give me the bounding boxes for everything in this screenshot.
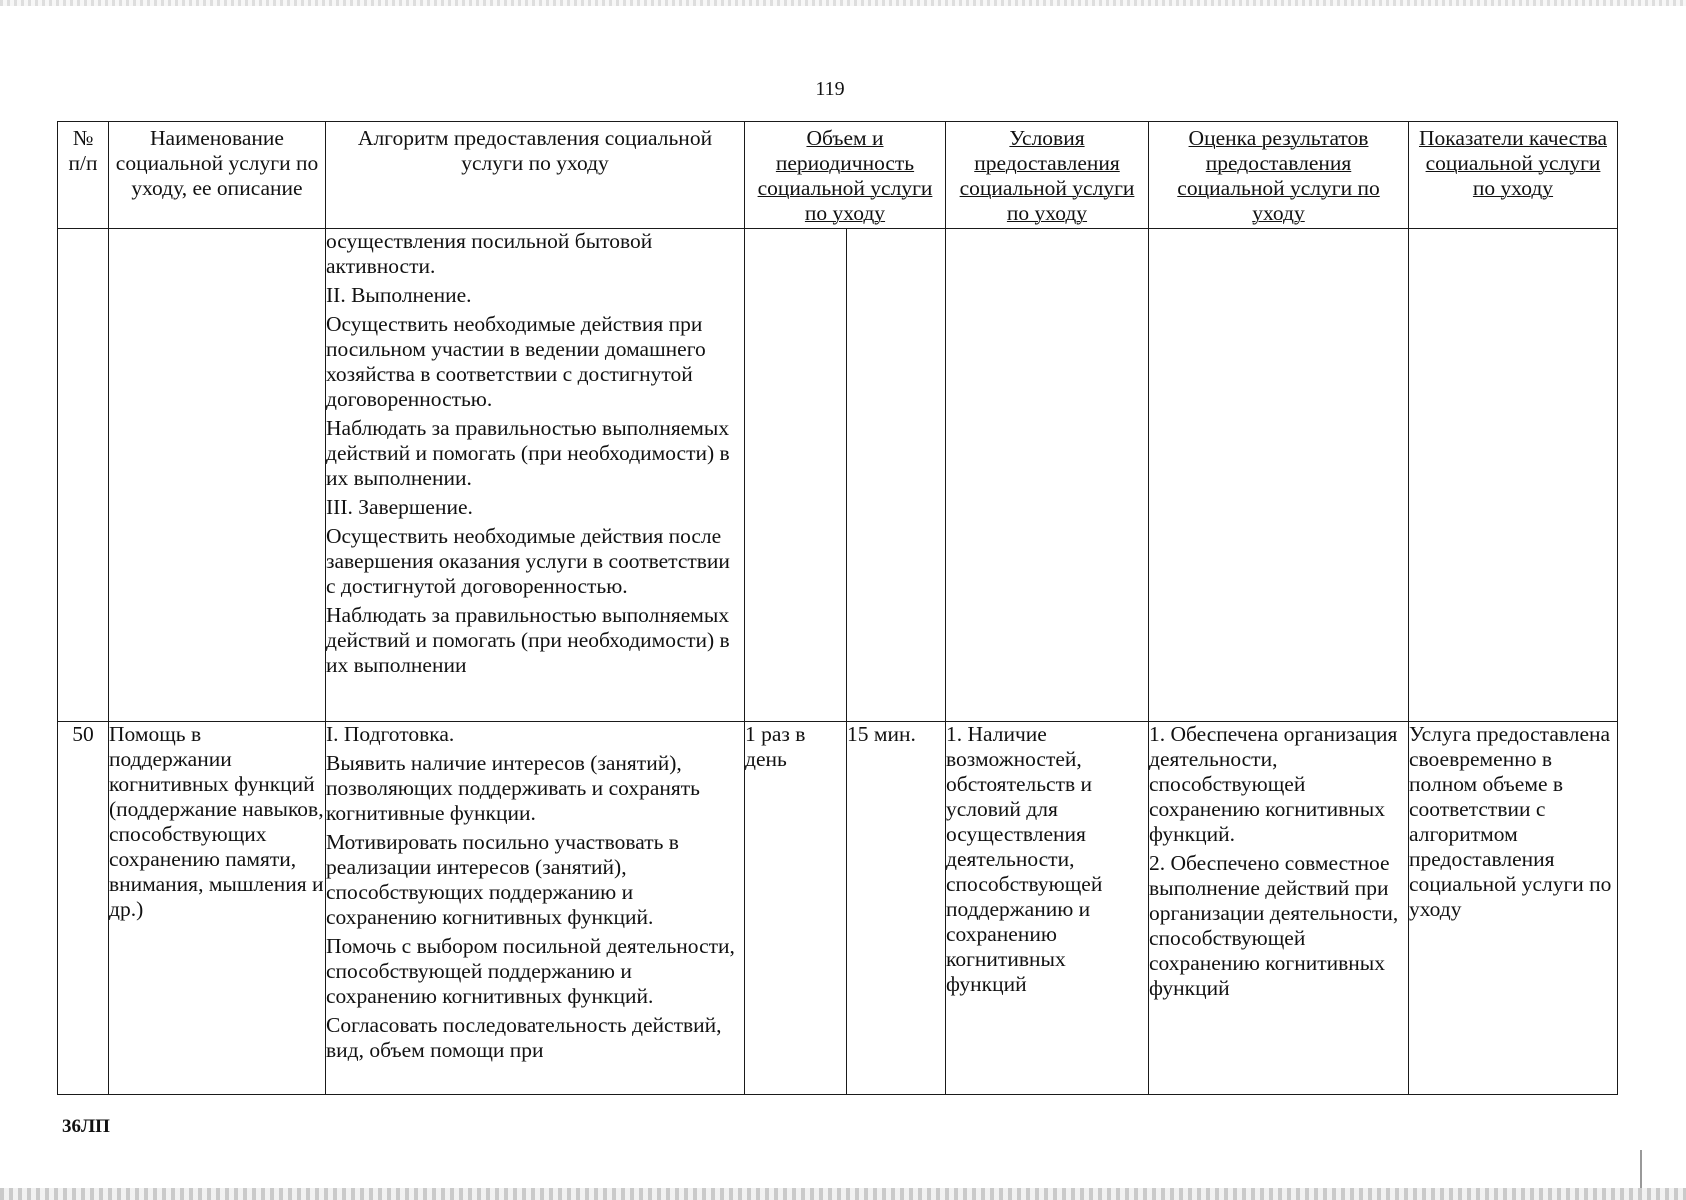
header-algorithm: Алгоритм предоставления социальной услуги по уходу [326,122,745,229]
table-row-continuation [58,229,1618,722]
evaluation-paragraph: 2. Обеспечено совместное выполнение действий при организации деятельности, способствующей сохранению когнитивных функций [1149,851,1399,1000]
scan-edge-bottom [0,1188,1686,1200]
cont-algorithm-paragraph: III. Завершение. [326,495,473,519]
frequency-cell: 1 раз в день [745,722,847,1095]
row50-algorithm-paragraph: Помочь с выбором посильной деятельности, способствующей поддержанию и сохранению когнитивных функций. [326,934,735,1008]
header-quality [1409,122,1618,229]
quality-cell: Услуга предоставлена своевременно в полном объеме в соответствии с алгоритмом предоставления социальной услуги по уходу [1409,722,1618,1095]
cont-duration-cell [847,229,946,722]
row50-algorithm-paragraph: Согласовать последовательность действий, вид, объем помощи при [326,1013,722,1062]
cont-algorithm-cell [326,229,745,722]
evaluation-paragraph: 1. Обеспечена организация деятельности, способствующей сохранению когнитивных функций. [1149,722,1398,846]
row50-algorithm-paragraph: I. Подготовка. [326,722,455,746]
duration-cell: 15 мин. [847,722,946,1095]
cont-frequency-cell [745,229,847,722]
scan-edge-right [1640,1150,1686,1188]
header-volume [745,122,946,229]
cont-quality-cell [1409,229,1618,722]
cont-algorithm-paragraph: Осуществить необходимые действия при посильном участии в ведении домашнего хозяйства в соответствии с достигнутой договоренностью. [326,312,706,411]
row50-algorithm-paragraph: Мотивировать посильно участвовать в реализации интересов (занятий), способствующих поддержанию и сохранению когнитивных функций. [326,830,679,929]
cont-algorithm-paragraph: Наблюдать за правильностью выполняемых действий и помогать (при необходимости) в их выполнении [326,603,730,677]
row50-algorithm-paragraph: Выявить наличие интересов (занятий), позволяющих поддерживать и сохранять когнитивные функции. [326,751,700,825]
header-evaluation [1149,122,1409,229]
header-num-line1: № [72,126,94,150]
page-number: 119 [815,78,845,100]
header-conditions [946,122,1149,229]
row50-algorithm-cell [326,722,745,1095]
footer-code: 36ЛП [62,1116,110,1137]
cont-conditions-cell [946,229,1149,722]
header-num-line2: п/п [68,151,98,175]
cont-algorithm-paragraph: II. Выполнение. [326,283,472,307]
table-row-50 [58,722,1618,1095]
header-num [58,122,109,229]
evaluation-cell [1149,722,1409,1095]
cont-algorithm-paragraph: осуществления посильной бытовой активности. [326,229,653,278]
scan-edge-top [0,0,1686,6]
header-quality-text: Показатели качества социальной услуги по уходу [1418,126,1607,200]
cont-name-cell [109,229,326,722]
row-number: 50 [58,722,109,1095]
header-row [58,122,1618,229]
cont-algorithm-paragraph: Наблюдать за правильностью выполняемых действий и помогать (при необходимости) в их выполнении. [326,416,730,490]
service-name: Помощь в поддержании когнитивных функций (поддержание навыков, способствующих сохранению памяти, внимания, мышления и др.) [109,722,326,1095]
header-name: Наименование социальной услуги по уходу, ее описание [109,122,326,229]
cont-evaluation-cell [1149,229,1409,722]
conditions-cell: 1. Наличие возможностей, обстоятельств и условий для осуществления деятельности, способствующей поддержанию и сохранению когнитивных функций [946,722,1149,1095]
cont-num-cell [58,229,109,722]
header-conditions-text: Условия предоставления социальной услуги по уходу [959,126,1135,225]
cont-algorithm-paragraph: Осуществить необходимые действия после завершения оказания услуги в соответствии с достигнутой договоренностью. [326,524,730,598]
services-table [57,121,1618,1095]
header-evaluation-text: Оценка результатов предоставления социальной услуги по уходу [1177,126,1380,225]
header-volume-text: Объем и периодичность социальной услуги по уходу [757,126,933,225]
